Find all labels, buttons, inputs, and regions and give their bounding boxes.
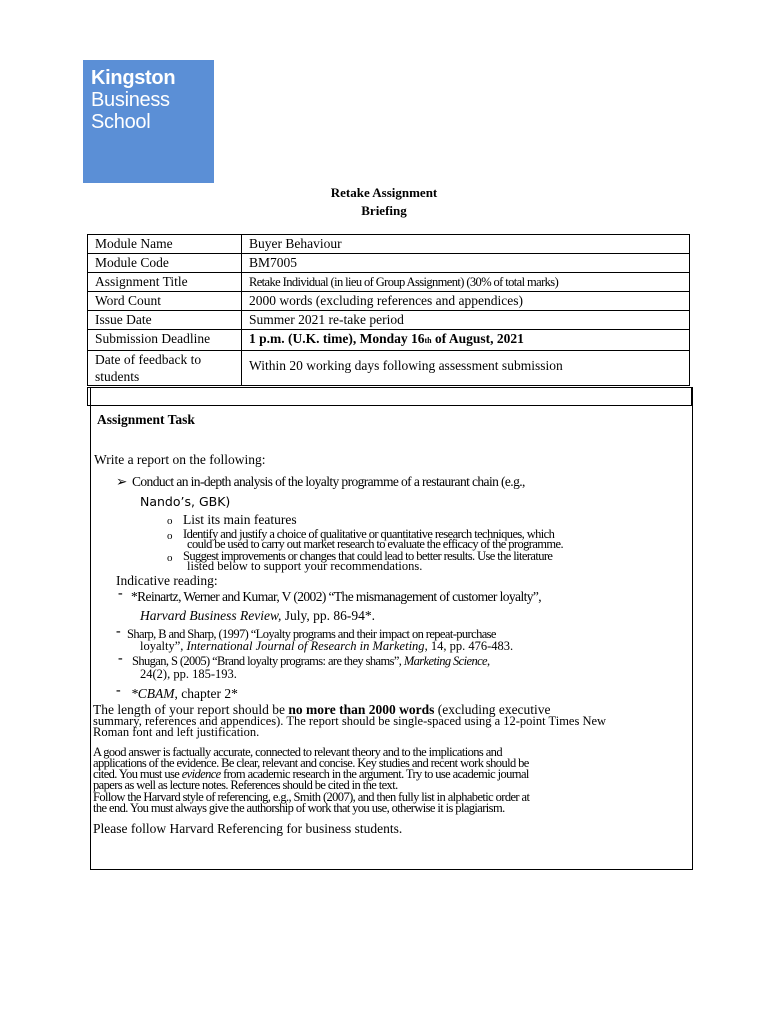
deadline-text-b: of August, 2021 (431, 331, 524, 346)
reading-1-journal: Harvard Business Review, (140, 608, 282, 623)
reading-4 (131, 686, 238, 702)
good-answer-text-a: cited. You must use (93, 767, 182, 781)
length-line-3: Roman font and left justification. (93, 725, 260, 739)
module-code-value: BM7005 (242, 254, 690, 273)
reading-2-details: , 14, pp. 476-483. (424, 639, 514, 653)
good-answer-line-4: papers as well as lecture notes. References should be cited in the text. (93, 778, 398, 792)
main-bullet-line-2: Nando’s, GBK) (140, 494, 231, 509)
main-bullet-line-1: Conduct an in-depth analysis of the loyalty programme of a restaurant chain (e.g., (132, 474, 525, 489)
good-answer-evidence: evidence (181, 767, 221, 781)
circle-bullet-icon: o (167, 515, 173, 527)
reading-1-line-1: *Reinartz, Werner and Kumar, V (2002) “The mismanagement of customer loyalty”, (131, 589, 542, 604)
module-name-value: Buyer Behaviour (242, 235, 690, 254)
good-answer-line-6: the end. You must always give the authorship of work that you use, otherwise it is plagiarism. (93, 801, 505, 815)
table-row (88, 292, 690, 311)
dash-bullet-icon: - (116, 624, 121, 639)
logo-line-2: Business (91, 89, 170, 111)
good-answer-text-b: from academic research in the argument. Try to use academic journal (220, 767, 529, 781)
table-row (88, 330, 690, 351)
good-answer-line-2: applications of the evidence. Be clear, relevant and concise. Key studies and recent work should be (93, 756, 529, 770)
table-row (88, 254, 690, 273)
harvard-note: Please follow Harvard Referencing for business students. (93, 821, 403, 836)
dash-bullet-icon: - (118, 651, 123, 666)
feedback-date-label: Date of feedback to students (88, 351, 242, 386)
table-row (88, 311, 690, 330)
length-line-2: summary, references and appendices). The report should be single-spaced using a 12-point Times New (93, 714, 607, 728)
reading-2-line-1: Sharp, B and Sharp, (1997) “Loyalty programs and their impact on repeat-purchase (127, 627, 496, 641)
logo-line-3: School (91, 111, 151, 133)
reading-3-comma: , (487, 654, 490, 668)
sub-item-2-line-1: Identify and justify a choice of qualitative or quantitative research techniques, which (183, 527, 555, 541)
sub-item-1: List its main features (183, 512, 297, 527)
table-row (88, 351, 690, 386)
reading-3-line-1 (132, 655, 490, 667)
heading-line-2: Briefing (361, 203, 407, 218)
reading-2-line-2 (140, 640, 513, 652)
reading-3-title: Shugan, S (2005) “Brand loyalty programs: are they shams”, (132, 654, 404, 668)
circle-bullet-icon: o (167, 530, 173, 542)
deadline-text-a: 1 p.m. (U.K. time), Monday 16 (249, 331, 425, 346)
assignment-title-value: Retake Individual (in lieu of Group Assignment) (30% of total marks) (242, 273, 690, 292)
reading-3-line-2: 24(2), pp. 185-193. (140, 667, 237, 681)
module-info-table (87, 234, 690, 386)
circle-bullet-icon: o (167, 552, 173, 564)
table-row (88, 235, 690, 254)
reading-1-line-2 (140, 608, 375, 624)
reading-3-journal: Marketing Science (403, 654, 487, 668)
length-word-limit: no more than 2000 words (288, 702, 435, 717)
word-count-value: 2000 words (excluding references and appendices) (242, 292, 690, 311)
sub-item-3-line-2: listed below to support your recommendations. (187, 559, 423, 573)
reading-2-journal: International Journal of Research in Marketing (186, 639, 425, 653)
good-answer-line-1: A good answer is factually accurate, connected to relevant theory and to the implications and (93, 745, 502, 759)
indicative-reading-heading: Indicative reading: (116, 573, 218, 588)
reading-4-details: , chapter 2* (174, 686, 238, 701)
logo-line-1: Kingston (91, 67, 176, 89)
reading-4-title: *CBAM (131, 686, 175, 701)
sub-item-3-line-1: Suggest improvements or changes that could lead to better results. Use the literature (183, 549, 553, 563)
table-row (88, 273, 690, 292)
sub-item-2-line-2: could be used to carry out market research to evaluate the efficacy of the programme. (187, 537, 564, 551)
task-intro: Write a report on the following: (94, 452, 266, 467)
submission-deadline-label: Submission Deadline (88, 330, 242, 351)
assignment-task-heading: Assignment Task (97, 412, 195, 427)
arrow-bullet-icon: ➢ (116, 474, 128, 489)
good-answer-line-5: Follow the Harvard style of referencing, e.g., Smith (2007), and then fully list in alphabetic order at (93, 790, 530, 804)
assignment-title-label: Assignment Title (88, 273, 242, 292)
reading-2-title-end: loyalty”, (140, 639, 187, 653)
issue-date-label: Issue Date (88, 311, 242, 330)
heading-line-1: Retake Assignment (330, 185, 438, 200)
kingston-business-school-logo (83, 60, 214, 183)
deadline-suffix: th (424, 336, 432, 345)
length-text-a: The length of your report should be (93, 702, 289, 717)
submission-deadline-value (242, 330, 690, 351)
module-name-label: Module Name (88, 235, 242, 254)
feedback-date-value: Within 20 working days following assessment submission (242, 351, 690, 386)
dash-bullet-icon: - (118, 586, 123, 601)
module-code-label: Module Code (88, 254, 242, 273)
dash-bullet-icon: - (116, 683, 121, 698)
issue-date-value: Summer 2021 re-take period (242, 311, 690, 330)
length-text-b: (excluding executive (434, 702, 551, 717)
reading-1-details: July, pp. 86-94*. (281, 608, 375, 623)
word-count-label: Word Count (88, 292, 242, 311)
